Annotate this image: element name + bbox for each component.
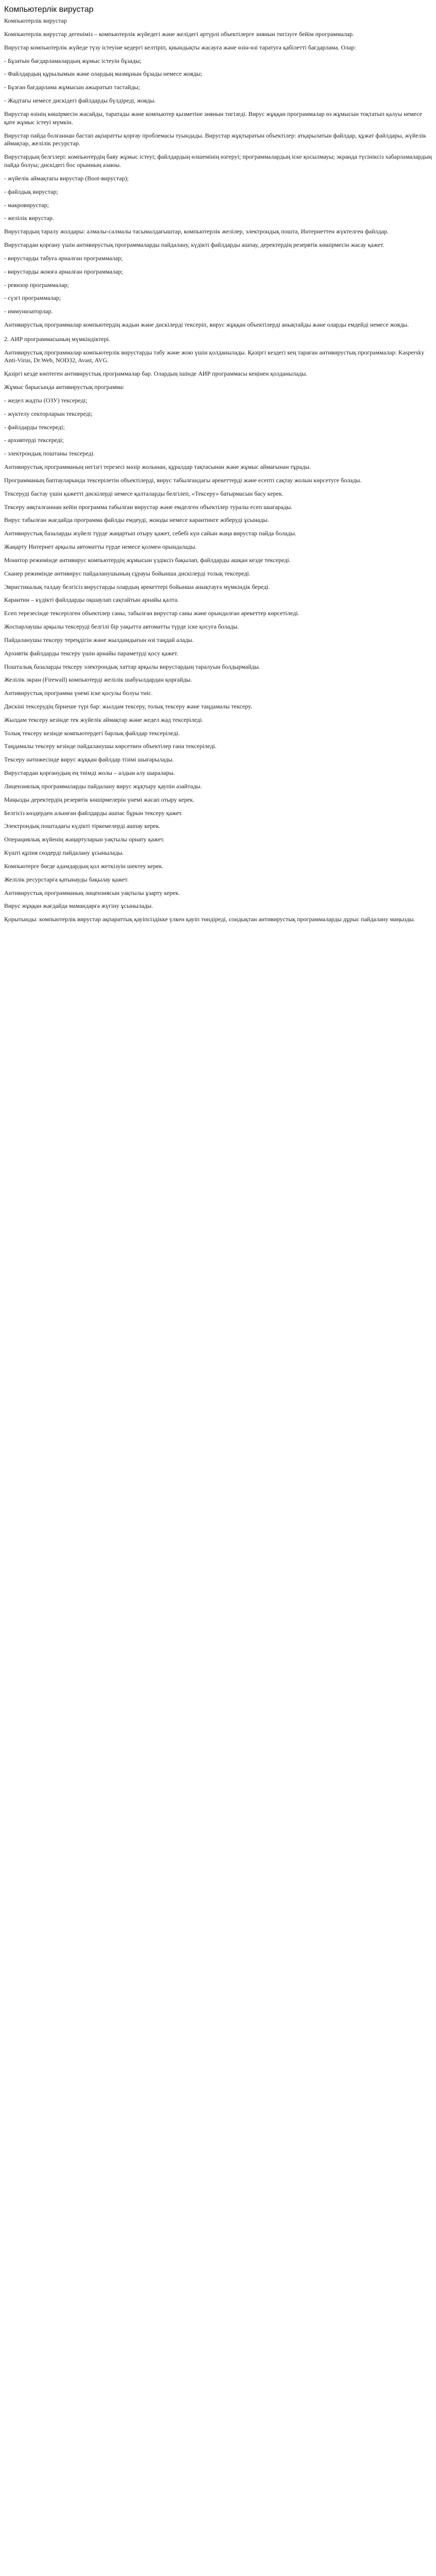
paragraph: Вирустар компьютерлік жүйеде түзу істеуіне кедергі келтіріп, қиындықты жасауға және өзін-өзі таратуға қабілетті бағдарлама. Олар:: [4, 43, 356, 51]
paragraph: Пошталық базаларды тексеру электрондық хаттар арқылы вирустардың таралуын болдырмайды.: [4, 663, 260, 670]
paragraph: - желілік вирустар.: [4, 214, 54, 222]
paragraph: Жоспарлаушы арқылы тексеруді белгілі бір уақытта автоматты түрде іске қосуға болады.: [4, 623, 239, 631]
paragraph: Қорытынды: компьютерлік вирустар ақпараттық қауіпсіздікке үлкен қауіп төндіреді, сондықтан антивирустық программаларды дұрыс пайдалану маңызды.: [4, 916, 415, 923]
paragraph: Вирус табылған жағдайда программа файлды емдеуді, жоюды немесе карантинге жіберуді ұсынады.: [4, 516, 269, 524]
paragraph: Вирустар пайда болғаннан бастап ақпаратты қорғау проблемасы туындады. Вирустар жұқтыратын объектілер: атқарылатын файлдар, құжат файлдары, жүйелік аймақтар, желілік ресурстар.: [4, 131, 426, 147]
paragraph: Карантин – күдікті файлдарды оқшаулап сақтайтын арнайы қалта.: [4, 596, 179, 604]
paragraph: Антивирустық программа үнемі іске қосулы болуы тиіс.: [4, 689, 153, 697]
paragraphs-block-2: [4, 349, 432, 924]
paragraph: Программаның баптауларында тексерілетін объектілерді, вирус табылғандағы әрекеттерді және есепті сақтау жолын көрсетуге болады.: [4, 476, 362, 484]
paragraph: Антивирустық программалар компьютерлік вирустарды табу және жою үшін қолданылады. Қазіргі кездегі кең тараған антивирустық программалар: Kaspersky Anti-Virus, Dr.Web, NOD32, Avast, AVG.: [4, 348, 425, 364]
paragraph: Лицензиялық программаларды пайдалану вирус жұқтыру қаупін азайтады.: [4, 782, 202, 790]
paragraph: - иммунизаторлар.: [4, 308, 53, 315]
paragraph: Есеп терезесінде тексерілген объектілер саны, табылған вирустар саны және орындалған әрекеттер көрсетіледі.: [4, 609, 300, 617]
paragraph: - архивтерді тексереді;: [4, 436, 64, 444]
paragraph: Монитор режимінде антивирус компьютердің жұмысын үздіксіз бақылап, файлдарды ашқан кезде тексереді.: [4, 556, 291, 564]
paragraph: Таңдамалы тексеру кезінде пайдаланушы көрсеткен объектілер ғана тексеріледі.: [4, 742, 217, 750]
paragraph: Тексеру аяқталғаннан кейін программа табылған вирустар және емделген объектілер туралы есеп шығарады.: [4, 503, 292, 511]
paragraph: - Бұзатын бағдарламалардың жұмыс істеуін бұзады;: [4, 57, 142, 64]
paragraph: Антивирустық программаның лицензиясын уақтылы ұзарту керек.: [4, 889, 180, 896]
paragraph: Архивтік файлдарды тексеру үшін арнайы параметрді қосу қажет.: [4, 649, 179, 657]
paragraph: Пайдаланушы тексеру тереңдігін және жылдамдығын өзі таңдай алады.: [4, 636, 194, 643]
paragraph: - Бұзған бағдарлама жұмысын ажыратып тастайды;: [4, 83, 140, 91]
section-heading: 2. АИР программасының мүмкіндіктері.: [4, 335, 111, 343]
paragraph: Қазіргі кезде көптеген антивирустық программалар бар. Олардың ішінде АИР программасы кеңінен қолданылады.: [4, 370, 308, 378]
paragraph: Тексеру нәтижесінде вирус жұққан файлдар тізімі шығарылады.: [4, 756, 174, 764]
paragraph: Дискіні тексерудің бірнеше түрі бар: жылдам тексеру, толық тексеру және таңдамалы тексеру.: [4, 703, 252, 710]
paragraph: Жұмыс барысында антивирустық программа:: [4, 383, 125, 391]
paragraph: - Жадтағы немесе дискідегі файлдарды бүлдіреді, жояды.: [4, 97, 156, 105]
paragraph: Компьютерге бөгде адамдардың қол жеткізуін шектеу керек.: [4, 862, 164, 870]
paragraph: Эвристикалық талдау белгісіз вирустарды олардың әрекеттері бойынша анықтауға мүмкіндік береді.: [4, 583, 270, 590]
paragraph: Желілік экран (Firewall) компьютерді желілік шабуылдардан қорғайды.: [4, 676, 192, 684]
paragraph: - жүйелік аймақтағы вирустар (Boot-вирустар);: [4, 174, 129, 182]
paragraph: Вирус жұққан жағдайда мамандарға жүгіну ұсынылады.: [4, 902, 153, 910]
paragraph: Маңызды деректердің резервтік көшірмелерін үнемі жасап отыру керек.: [4, 795, 195, 803]
paragraph: Вирустардан қорғанудың ең тиімді жолы – алдын алу шаралары.: [4, 769, 175, 777]
paragraph: Толық тексеру кезінде компьютердегі барлық файлдар тексеріледі.: [4, 729, 180, 737]
paragraph: Вирустардан қорғану үшін антивирустық программаларды пайдалану, күдікті файлдарды ашпау, деректердің резервтік көшірмесін жасау қажет.: [4, 241, 385, 249]
paragraph: Вирустардың белгілері: компьютердің баяу жұмыс істеуі; файлдардың өлшемінің өзгеруі; программалардың іске қосылмауы; экранда түсініксіз хабарламалардың пайда болуы; дискідегі бос орынның азаюы.: [4, 153, 432, 169]
paragraph: - сүзгі программалар;: [4, 294, 61, 302]
paragraph: Тексеруді бастау үшін қажетті дискілерді немесе қалталарды белгілеп, «Тексеру» батырмасын басу керек.: [4, 489, 284, 497]
paragraph: Жаңарту Интернет арқылы автоматты түрде немесе қолмен орындалады.: [4, 543, 197, 551]
paragraph: - жүктелу секторларын тексереді;: [4, 410, 93, 417]
paragraph: - макровирустар;: [4, 201, 49, 209]
paragraph: Антивирустық программалар компьютердің жадын және дискілерді тексеріп, вирус жұққан объектілерді анықтайды және оларды емдейді немесе жояды.: [4, 320, 409, 328]
paragraph: Сканер режимінде антивирус пайдаланушының сұрауы бойынша дискілерді толық тексереді.: [4, 569, 251, 577]
paragraph: Компьютерлік вирустар дегеніміз – компьютерлік жүйедегі және желідегі әртүрлі объектілерге зиянын тигізуге бейім программалар.: [4, 30, 355, 38]
page-title: Компьютерлік вирустар: [4, 5, 94, 14]
paragraphs-block-1: [4, 30, 432, 329]
paragraph: - Файлдардың құрылымын және олардың мазмұнын бұзады немесе жояды;: [4, 70, 202, 78]
page-subtitle: Компьютерлік вирустар: [4, 17, 67, 25]
paragraph: Операциялық жүйенің жаңартуларын уақтылы орнату қажет.: [4, 836, 165, 843]
paragraph: Желілік ресурстарға қатынауды бақылау қажет.: [4, 875, 129, 883]
paragraph: Вирустардың таралу жолдары: алмалы-салмалы тасымалдағыштар, компьютерлік желілер, электрондық пошта, Интернеттен жүктелген файлдар.: [4, 228, 389, 235]
paragraph: Белгісіз көздерден алынған файлдарды ашпас бұрын тексеру қажет.: [4, 809, 183, 817]
paragraph: - файлдарды тексереді;: [4, 423, 65, 431]
paragraph: Антивирустық программаның негізгі терезесі мәзір жолынан, құралдар тақтасынан және жұмыс аймағынан тұрады.: [4, 463, 311, 471]
document-page: [0, 0, 436, 932]
paragraph: - электрондық поштаны тексереді.: [4, 450, 95, 457]
paragraph: Электрондық поштадағы күдікті тіркемелерді ашпау керек.: [4, 822, 161, 830]
paragraph: - жедел жадты (ОЗУ) тексереді;: [4, 396, 88, 404]
paragraph: - ревизор программалар;: [4, 281, 69, 289]
paragraph: Күшті құпия сөздерді пайдалану ұсынылады.: [4, 849, 124, 857]
paragraph: Вирустар өзінің көшірмесін жасайды, таратады және компьютер қызметіне зиянын тигізеді. Вирус жұққан программалар өз жұмысын тоқтатып қалуы немесе қате жұмыс істеуі мүмкін.: [4, 110, 422, 126]
paragraph: - вирустарды табуға арналған программалар;: [4, 254, 123, 262]
paragraph: - вирустарды жоюға арналған программалар;: [4, 267, 123, 275]
paragraph: - файлдық вирустар;: [4, 188, 58, 195]
paragraph: Жылдам тексеру кезінде тек жүйелік аймақтар және жедел жад тексеріледі.: [4, 716, 203, 723]
paragraph: Антивирустық базаларды жүйелі түрде жаңартып отыру қажет, себебі күн сайын жаңа вирустар пайда болады.: [4, 530, 297, 537]
